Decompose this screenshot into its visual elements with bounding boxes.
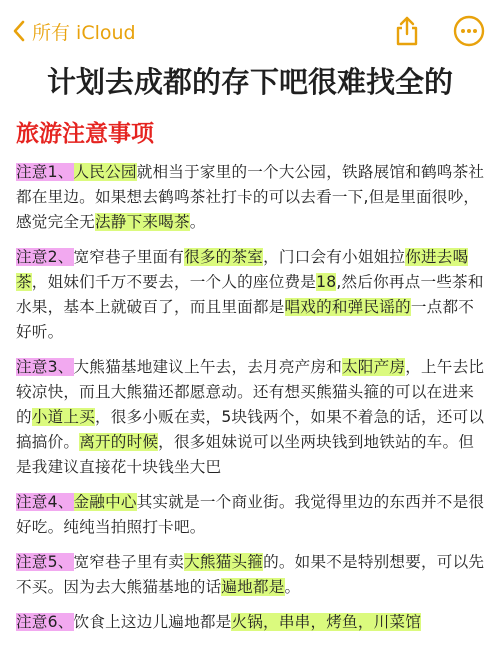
- note-text: 一点都不好听。: [16, 298, 475, 341]
- highlight-text: 人民公园: [73, 163, 137, 181]
- highlight-text: 遍地都是: [221, 578, 285, 596]
- note-text: 饮食上这边儿遍地都是: [73, 613, 232, 631]
- highlight-text: 法静下来喝茶: [94, 213, 190, 231]
- note-text: 就相当于家里的一个大公园，铁路展馆和鹤鸣茶社都在里边。如果想去鹤鸣茶社打卡的可以去看一下,但是里面很吵，感觉完全无: [16, 163, 485, 231]
- note-text: 宽窄巷子里面有: [73, 248, 185, 266]
- note-label: 注意1、: [16, 163, 74, 181]
- highlight-text: 金融中心: [73, 493, 137, 511]
- note-text: 宽窄巷子里有卖: [73, 553, 185, 571]
- post-title: 计划去成都的存下吧很难找全的: [46, 65, 453, 99]
- back-button[interactable]: [12, 18, 136, 45]
- note-label: 注意3、: [16, 358, 74, 376]
- note-label: 注意5、: [16, 553, 74, 571]
- note-item: [16, 550, 486, 600]
- highlight-text: 小道上买: [31, 408, 95, 426]
- note-label: 注意6、: [16, 613, 74, 631]
- note-text: ，上午去比较凉快，而且大熊猫还都愿意动。还有想买熊猫头箍的可以在进来的: [16, 358, 485, 426]
- highlight-text: 大熊猫头箍: [184, 553, 264, 571]
- note-text: ，很多姐妹说可以坐两块钱到地铁站的车。但是我建议直接花十块钱坐大巴: [16, 433, 475, 476]
- highlight-text: 太阳产房: [342, 358, 406, 376]
- note-label: 注意4、: [16, 493, 74, 511]
- highlight-text: 离开的时候: [79, 433, 159, 451]
- note-text: ，门口会有小姐姐拉: [263, 248, 406, 266]
- note-text: ，很多小贩在卖，5块钱两个，如果不着急的话，还可以搞搞价。: [16, 408, 485, 451]
- note-item: [16, 490, 486, 540]
- highlight-text: 很多的茶室: [184, 248, 264, 266]
- note-text: 的。如果不是特别想要，可以先不买。因为去大熊猫基地的话: [16, 553, 485, 596]
- note-item: [16, 245, 486, 345]
- note-item: [16, 610, 486, 635]
- note-text: 。: [189, 213, 206, 231]
- note-text: 其实就是一个商业街。我觉得里边的东西并不是很好吃。纯纯当拍照打卡吧。: [16, 493, 485, 536]
- more-icon: [452, 14, 486, 48]
- more-button[interactable]: [452, 14, 486, 48]
- post-subtitle: 旅游注意事项: [16, 121, 154, 147]
- nav-bar: [0, 0, 500, 62]
- notes-list: [0, 160, 500, 635]
- share-button[interactable]: [390, 14, 424, 48]
- note-item: [16, 160, 486, 235]
- note-text: ,然后你再点一些茶和水果，基本上就破百了，而且里面都是: [16, 273, 484, 316]
- share-icon: [390, 14, 424, 48]
- back-label: 所有 iCloud: [32, 21, 136, 44]
- toolbar-actions: [390, 14, 486, 48]
- note-text: 。: [284, 578, 301, 596]
- chevron-left-icon: [12, 20, 26, 42]
- highlight-text: 火锅，串串，烤鱼，川菜馆: [231, 613, 421, 631]
- note-label: 注意2、: [16, 248, 74, 266]
- note-text: 大熊猫基地建议上午去，去月亮产房和: [73, 358, 343, 376]
- highlight-text: 18: [316, 273, 337, 291]
- highlight-text: 你进去喝茶: [16, 248, 469, 291]
- highlight-text: 唱戏的和弹民谣的: [284, 298, 411, 316]
- note-text: ，姐妹们千万不要去，一个人的座位费是: [31, 273, 317, 291]
- note-item: [16, 355, 486, 480]
